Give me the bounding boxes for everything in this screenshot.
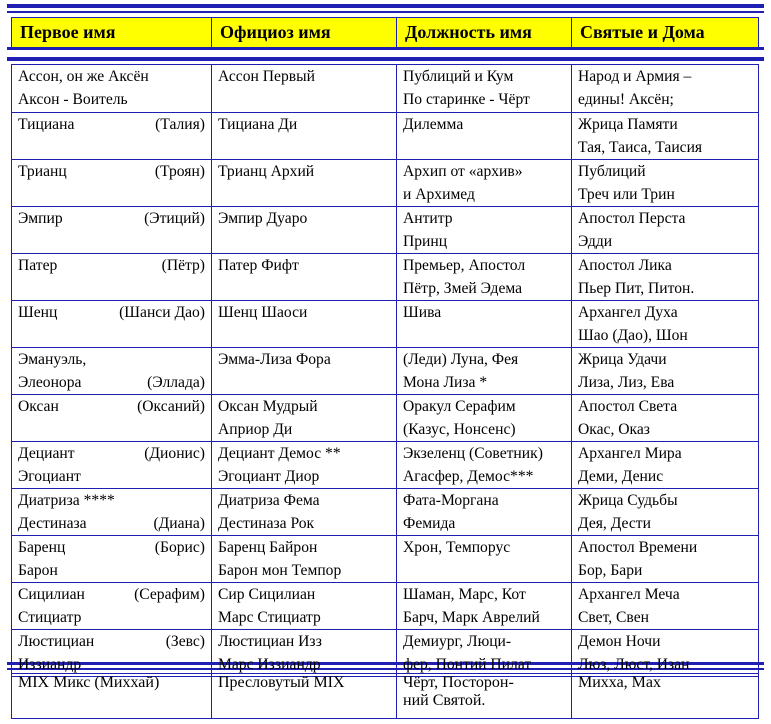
cell-first-name xyxy=(12,583,212,630)
cell-line-name: Сицилиан xyxy=(18,586,85,603)
cell-line: Пресловутый MIX xyxy=(218,674,345,691)
cell-line: Диатриза **** xyxy=(18,492,115,509)
table-row xyxy=(12,583,759,630)
cell-line-alias: (Оксаний) xyxy=(137,398,205,415)
cell-saints-houses xyxy=(572,583,759,630)
cell-official-name xyxy=(212,65,397,113)
cell-line: Деми, Денис xyxy=(578,468,664,485)
cell-line: Барон мон Темпор xyxy=(218,562,342,579)
table-row xyxy=(12,65,759,113)
cell-line-name: Баренц xyxy=(18,539,66,556)
cell-line xyxy=(18,395,211,418)
cell-line: Окас, Оказ xyxy=(578,421,650,438)
cell-line: Патер Фифт xyxy=(218,257,299,274)
header-position-name: Должность имя xyxy=(397,18,572,48)
cell-first-name xyxy=(12,630,212,677)
cell-line: Марс Иззиандр xyxy=(218,656,321,673)
cell-line-alias: (Борис) xyxy=(154,539,205,556)
header-row xyxy=(12,18,759,48)
cell-line: Трианц Архий xyxy=(218,163,315,180)
cell-position-name xyxy=(397,65,572,113)
cell-position-name xyxy=(397,395,572,442)
cell-line: Свет, Свен xyxy=(578,609,649,626)
cell-line: Барч, Марк Аврелий xyxy=(403,609,540,626)
cell-line xyxy=(18,207,211,230)
cell-line: Эгоциант xyxy=(18,468,81,485)
cell-line xyxy=(18,536,211,559)
cell-line: Люз, Люст, Изан xyxy=(578,656,690,673)
cell-saints-houses xyxy=(572,65,759,113)
names-table xyxy=(11,64,759,677)
table-row xyxy=(12,301,759,348)
cell-line-alias: (Диана) xyxy=(153,515,205,532)
table-row xyxy=(12,348,759,395)
cell-line: MIX Микс (Миххай) xyxy=(18,674,160,691)
cell-position-name xyxy=(397,348,572,395)
header-table xyxy=(11,17,759,48)
cell-line: Экзеленц (Советник) xyxy=(403,445,543,462)
cell-line: Лиза, Лиз, Ева xyxy=(578,374,675,391)
cell-line: Ассон Первый xyxy=(218,68,315,85)
cell-line-alias: (Серафим) xyxy=(134,586,205,603)
cell-line: Дилемма xyxy=(403,116,464,133)
cell-line: Демон Ночи xyxy=(578,633,661,650)
cell-official-name xyxy=(212,630,397,677)
cell-line xyxy=(18,301,211,324)
table-row xyxy=(12,489,759,536)
cell-saints-houses xyxy=(572,254,759,301)
cell-position-name xyxy=(397,207,572,254)
cell-line: Априор Ди xyxy=(218,421,293,438)
cell-line: Архангел Духа xyxy=(578,304,678,321)
table-row xyxy=(12,207,759,254)
cell-line-alias: (Дионис) xyxy=(144,445,205,462)
table-row xyxy=(12,442,759,489)
cell-first-name xyxy=(12,395,212,442)
cell-line-alias: (Зевс) xyxy=(165,633,205,650)
cell-line: и Архимед xyxy=(403,186,475,203)
cell-saints-houses xyxy=(572,536,759,583)
cell-line: Принц xyxy=(403,233,448,250)
cell-line xyxy=(18,583,211,606)
cell-line: Шаман, Марс, Кот xyxy=(403,586,526,603)
cell-line-name: Люстициан xyxy=(18,633,95,650)
cell-line: Марс Стициатр xyxy=(218,609,321,626)
cell-saints-houses xyxy=(572,489,759,536)
cell-line: Мона Лиза * xyxy=(403,374,488,391)
cell-official-name xyxy=(212,301,397,348)
cell-line: едины! Аксён; xyxy=(578,91,674,108)
cell-line: Диатриза Фема xyxy=(218,492,320,509)
cell-line: (Казус, Нонсенс) xyxy=(403,421,516,438)
cell-line: фер, Понтий Пилат xyxy=(403,656,532,673)
cell-line: Пьер Пит, Питон. xyxy=(578,280,695,297)
cell-line-name: Патер xyxy=(18,257,58,274)
cell-first-name xyxy=(12,348,212,395)
cell-line: Апостол Света xyxy=(578,398,678,415)
cell-line-alias: (Талия) xyxy=(155,116,205,133)
cell-line-alias: (Троян) xyxy=(154,163,205,180)
cell-line xyxy=(18,371,211,394)
cell-line-name: Элеонора xyxy=(18,374,82,391)
cell-line: Эдди xyxy=(578,233,613,250)
cell-line-name: Трианц xyxy=(18,163,67,180)
cell-line: Эмануэль, xyxy=(18,351,87,368)
cell-position-name xyxy=(397,113,572,160)
cell-line: Дециант Демос ** xyxy=(218,445,341,462)
cell-saints-houses xyxy=(572,348,759,395)
table-row xyxy=(12,160,759,207)
cell-line: Архангел Мира xyxy=(578,445,682,462)
cell-line: Фата-Моргана xyxy=(403,492,499,509)
cell-line: Барон xyxy=(18,562,58,579)
table-row xyxy=(12,254,759,301)
cell-line: Тая, Таиса, Таисия xyxy=(578,139,703,156)
cell-line: Шива xyxy=(403,304,442,321)
cell-line: Публиций xyxy=(578,163,646,180)
cell-line xyxy=(18,113,211,136)
cell-official-name xyxy=(212,674,397,719)
cell-line-name: Тициана xyxy=(18,116,75,133)
cell-position-name xyxy=(397,160,572,207)
cell-official-name xyxy=(212,489,397,536)
cell-line: По старинке - Чёрт xyxy=(403,91,530,108)
cell-official-name xyxy=(212,207,397,254)
cell-first-name xyxy=(12,160,212,207)
cell-line xyxy=(18,160,211,183)
cell-line: Фемида xyxy=(403,515,456,532)
cell-official-name xyxy=(212,160,397,207)
table-row xyxy=(12,630,759,677)
cell-line: Миxха, Мах xyxy=(578,674,662,691)
cell-line: Архангел Меча xyxy=(578,586,680,603)
cell-line: Дея, Дести xyxy=(578,515,651,532)
cell-line-alias: (Этиций) xyxy=(144,210,205,227)
cell-position-name xyxy=(397,674,572,719)
cell-line: Апостол Времени xyxy=(578,539,698,556)
cell-line: Иззиандр xyxy=(18,656,82,673)
cell-line: Апостол Лика xyxy=(578,257,672,274)
cell-line: Эгоциант Диор xyxy=(218,468,320,485)
cell-line-alias: (Пётр) xyxy=(161,257,205,274)
cell-line: Премьер, Апостол xyxy=(403,257,526,274)
cell-position-name xyxy=(397,536,572,583)
cell-line: Оксан Мудрый xyxy=(218,398,318,415)
cell-line: ний Святой. xyxy=(403,692,486,709)
cell-saints-houses xyxy=(572,674,759,719)
cell-official-name xyxy=(212,536,397,583)
cell-line: Оракул Серафим xyxy=(403,398,516,415)
cell-line-name: Дестиназа xyxy=(18,515,87,532)
cell-line-name: Оксан xyxy=(18,398,59,415)
cell-line-alias: (Эллада) xyxy=(147,374,205,391)
cell-position-name xyxy=(397,489,572,536)
cell-official-name xyxy=(212,113,397,160)
cell-saints-houses xyxy=(572,160,759,207)
cell-first-name xyxy=(12,254,212,301)
top-rule-2 xyxy=(7,11,764,13)
cell-line: Демиург, Люци- xyxy=(403,633,512,650)
cell-line: Архип от «архив» xyxy=(403,163,523,180)
cell-official-name xyxy=(212,348,397,395)
cell-line: Баренц Байрон xyxy=(218,539,318,556)
cell-line: Сир Сицилиан xyxy=(218,586,316,603)
cell-official-name xyxy=(212,254,397,301)
cell-line xyxy=(18,442,211,465)
cell-line: Эмма-Лиза Фора xyxy=(218,351,331,368)
cell-position-name xyxy=(397,583,572,630)
cell-line-alias: (Шанси Дао) xyxy=(119,304,205,321)
cell-saints-houses xyxy=(572,395,759,442)
cell-saints-houses xyxy=(572,442,759,489)
cell-line: Пётр, Змей Эдема xyxy=(403,280,523,297)
top-rule-1 xyxy=(7,4,764,8)
cell-line-name: Шенц xyxy=(18,304,58,321)
cell-line: Апостол Перста xyxy=(578,210,686,227)
cell-line: Хрон, Темпорус xyxy=(403,539,511,556)
cell-position-name xyxy=(397,442,572,489)
cell-first-name xyxy=(12,207,212,254)
cell-line: Агасфер, Демос*** xyxy=(403,468,534,485)
cell-position-name xyxy=(397,630,572,677)
cell-saints-houses xyxy=(572,301,759,348)
cell-first-name xyxy=(12,65,212,113)
header-first-name: Первое имя xyxy=(12,18,212,48)
cell-saints-houses xyxy=(572,113,759,160)
cell-first-name xyxy=(12,536,212,583)
cell-line: Жрица Судьбы xyxy=(578,492,678,509)
cell-line: Народ и Армия – xyxy=(578,68,692,85)
cell-line: Шао (Дао), Шон xyxy=(578,327,688,344)
cell-line: (Леди) Луна, Фея xyxy=(403,351,519,368)
cell-line: Шенц Шаоси xyxy=(218,304,308,321)
cell-official-name xyxy=(212,583,397,630)
table-row xyxy=(12,536,759,583)
cell-saints-houses xyxy=(572,630,759,677)
cell-line: Эмпир Дуаро xyxy=(218,210,308,227)
cell-line: Жрица Удачи xyxy=(578,351,667,368)
cell-line: Ассон, он же Аксён xyxy=(18,68,149,85)
cell-first-name xyxy=(12,489,212,536)
cell-first-name xyxy=(12,301,212,348)
header-official-name: Официоз имя xyxy=(212,18,397,48)
cell-line: Люстициан Изз xyxy=(218,633,322,650)
mix-table xyxy=(11,673,759,719)
header-saints-houses: Святые и Дома xyxy=(572,18,759,48)
cell-line xyxy=(18,512,211,535)
cell-line: Бор, Бари xyxy=(578,562,643,579)
table-row xyxy=(12,674,759,719)
cell-line: Антитр xyxy=(403,210,453,227)
cell-line: Чёрт, Посторон- xyxy=(403,674,514,691)
table-row xyxy=(12,395,759,442)
cell-line: Стициатр xyxy=(18,609,82,626)
table-row xyxy=(12,113,759,160)
cell-position-name xyxy=(397,301,572,348)
cell-line xyxy=(18,630,211,653)
cell-line-name: Эмпир xyxy=(18,210,63,227)
cell-line: Тициана Ди xyxy=(218,116,298,133)
cell-official-name xyxy=(212,395,397,442)
cell-first-name xyxy=(12,113,212,160)
cell-line: Дестиназа Рок xyxy=(218,515,315,532)
cell-line: Треч или Трин xyxy=(578,186,675,203)
cell-line xyxy=(18,254,211,277)
cell-line: Публиций и Кум xyxy=(403,68,514,85)
cell-line: Жрица Памяти xyxy=(578,116,678,133)
cell-position-name xyxy=(397,254,572,301)
cell-first-name xyxy=(12,674,212,719)
cell-official-name xyxy=(212,442,397,489)
header-rule-2 xyxy=(7,57,764,61)
cell-first-name xyxy=(12,442,212,489)
cell-saints-houses xyxy=(572,207,759,254)
cell-line-name: Дециант xyxy=(18,445,75,462)
cell-line: Аксон - Воитель xyxy=(18,91,128,108)
